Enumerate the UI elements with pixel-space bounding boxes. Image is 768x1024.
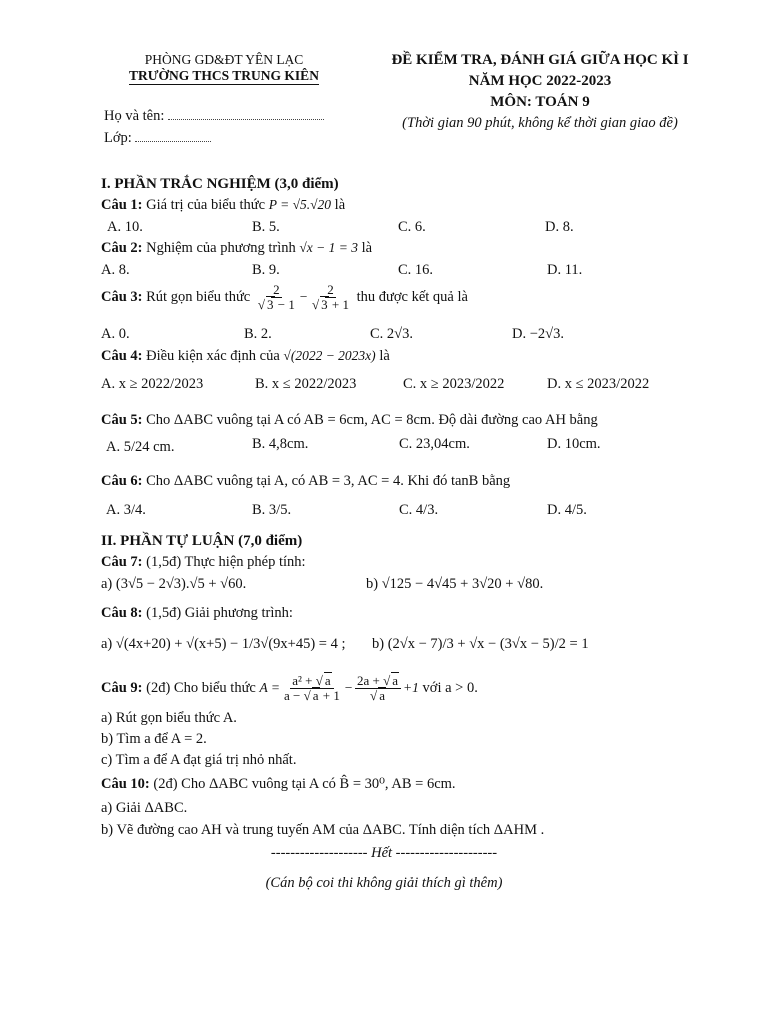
q8-part-b: b) (2√x − 7)/3 + √x − (3√x − 5)/2 = 1 (372, 636, 589, 652)
name-field (104, 108, 324, 125)
end-marker: -------------------- Hết --------------------- (270, 845, 498, 861)
part2-heading: II. PHẦN TỰ LUẬN (7,0 điểm) (101, 533, 303, 549)
q10-part-b: b) Vẽ đường cao AH và trung tuyến AM của ΔABC. Tính diện tích ΔAHM . (101, 822, 545, 838)
name-dots (168, 109, 324, 120)
school-name: TRƯỜNG THCS TRUNG KIÊN (129, 68, 319, 83)
q4-option-c: C. x ≥ 2023/2022 (403, 376, 505, 392)
q4-tail: là (379, 348, 390, 364)
exam-title: ĐỀ KIỂM TRA, ĐÁNH GIÁ GIỮA HỌC KÌ I (391, 52, 689, 68)
q6-option-a: A. 3/4. (106, 502, 146, 518)
q10-label: Câu 10: (101, 776, 150, 792)
q8-label: Câu 8: (101, 605, 143, 621)
q1-option-b: B. 5. (252, 219, 280, 235)
q4-text: Điều kiện xác định của (146, 348, 280, 364)
q3-tail: thu được kết quả là (356, 288, 468, 305)
question-6 (101, 473, 510, 490)
q2-option-c: C. 16. (398, 262, 434, 278)
q9-frac2: $\frac{2a + √ a}{√ a}$ (355, 674, 401, 702)
q1-option-a: A. 10. (107, 219, 143, 235)
class-dots (135, 131, 211, 142)
proctor-note: (Cán bộ coi thi không giải thích gì thêm) (265, 875, 503, 891)
q3-option-b: B. 2. (244, 326, 272, 342)
name-label: Họ và tên: (104, 108, 165, 124)
q4-expr: √(2022 − 2023x) (283, 348, 376, 363)
question-4 (101, 348, 390, 365)
q9-label: Câu 9: (101, 679, 143, 696)
question-7 (101, 554, 306, 571)
q7-label: Câu 7: (101, 554, 143, 570)
q3-frac2: $\frac{2}{√ 3 + 1}$ (311, 282, 349, 312)
part1-heading: I. PHẦN TRẮC NGHIỆM (3,0 điểm) (101, 176, 339, 192)
q2-label: Câu 2: (101, 240, 143, 256)
q4-option-b: B. x ≤ 2022/2023 (255, 376, 357, 392)
question-2 (101, 240, 372, 257)
time-note: (Thời gian 90 phút, không kể thời gian giao đề) (402, 115, 678, 131)
q2-option-b: B. 9. (252, 262, 280, 278)
q3-frac1: $\frac{2}{√ 3 - 1}$ (257, 282, 295, 312)
q9-part-a: a) Rút gọn biểu thức A. (101, 710, 237, 726)
question-5 (101, 412, 598, 429)
q1-label: Câu 1: (101, 197, 143, 213)
q4-label: Câu 4: (101, 348, 143, 364)
class-label: Lớp: (104, 130, 132, 146)
subject: MÔN: TOÁN 9 (490, 94, 590, 110)
q1-option-c: C. 6. (398, 219, 426, 235)
q4-option-a: A. x ≥ 2022/2023 (101, 376, 204, 392)
q6-label: Câu 6: (101, 473, 143, 489)
q5-option-c: C. 23,04cm. (399, 436, 470, 452)
q10-part-a: a) Giải ΔABC. (101, 800, 188, 816)
q2-text: Nghiệm của phương trình (146, 240, 296, 256)
q3-text: Rút gọn biểu thức (146, 288, 251, 305)
q2-expr: √x − 1 = 3 (299, 240, 358, 255)
q3-option-d: D. −2√3. (512, 326, 564, 342)
class-field (104, 130, 211, 147)
q5-label: Câu 5: (101, 412, 143, 428)
question-9: Câu 9: (2đ) Cho biểu thức A = $\frac{\text{a² + √ a}}{a - √ a + 1}$ − $\frac{2a + √ a}{√ a}$ +1 với a > 0. (101, 673, 478, 703)
q6-text: Cho ΔABC vuông tại A, có AB = 3, AC = 4. Khi đó tanB bằng (146, 473, 511, 489)
q5-option-b: B. 4,8cm. (252, 436, 309, 452)
q3-label: Câu 3: (101, 288, 143, 305)
q7-part-a: a) (3√5 − 2√3).√5 + √60. (101, 576, 247, 592)
q6-option-d: D. 4/5. (547, 502, 587, 518)
q8-text: (1,5đ) Giải phương trình: (146, 605, 293, 621)
q8-part-a: a) √(4x+20) + √(x+5) − 1/3√(9x+45) = 4 ; (101, 636, 346, 652)
q9-frac1: $\frac{\text{a² + √ a}}{a - √ a + 1}$ (284, 673, 340, 703)
q1-expr: P = √5.√20 (268, 197, 332, 212)
q2-tail: là (361, 240, 373, 256)
q7-text: (1,5đ) Thực hiện phép tính: (146, 554, 306, 570)
q2-option-a: A. 8. (101, 262, 130, 278)
q6-option-b: B. 3/5. (252, 502, 292, 518)
question-1 (101, 197, 345, 214)
q5-option-d: D. 10cm. (547, 436, 601, 452)
q10-text: (2đ) Cho ΔABC vuông tại A có B̂ = 30⁰, AB = 6cm. (153, 776, 456, 792)
q6-option-c: C. 4/3. (399, 502, 439, 518)
question-10 (101, 776, 456, 793)
q9-tail: với a > 0. (422, 679, 478, 696)
q9-text: (2đ) Cho biểu thức (146, 679, 256, 696)
q1-tail: là (334, 197, 346, 213)
department-name: PHÒNG GD&ĐT YÊN LẠC (144, 52, 304, 67)
q3-option-a: A. 0. (101, 326, 130, 342)
q7-part-b: b) √125 − 4√45 + 3√20 + √80. (366, 576, 544, 592)
q5-text: Cho ΔABC vuông tại A có AB = 6cm, AC = 8cm. Độ dài đường cao AH bằng (146, 412, 598, 428)
q1-text: Giá trị của biểu thức (146, 197, 266, 213)
q4-option-d: D. x ≤ 2023/2022 (547, 376, 650, 392)
question-3: Câu 3: Rút gọn biểu thức $\frac{2}{√ 3 - 1}$ − $\frac{2}{√ 3 + 1}$ thu được kết quả là (101, 282, 468, 312)
question-8 (101, 605, 293, 622)
q1-option-d: D. 8. (545, 219, 574, 235)
q3-option-c: C. 2√3. (370, 326, 414, 342)
school-year: NĂM HỌC 2022-2023 (468, 73, 612, 89)
q2-option-d: D. 11. (547, 262, 583, 278)
q5-option-a: A. 5/24 cm. (106, 439, 175, 455)
q9-part-b: b) Tìm a để A = 2. (101, 731, 207, 747)
q9-part-c: c) Tìm a để A đạt giá trị nhỏ nhất. (101, 752, 297, 768)
